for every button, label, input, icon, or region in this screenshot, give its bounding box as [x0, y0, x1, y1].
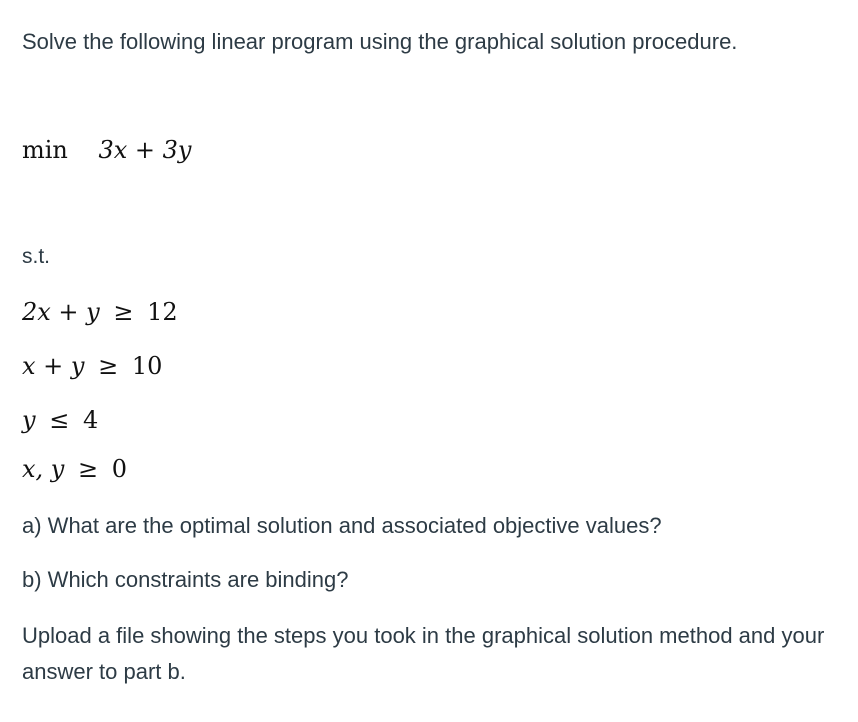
constraint-1	[22, 298, 178, 327]
intro-text: Solve the following linear program using the graphical solution procedure.	[22, 29, 738, 54]
subject-to-label: s.t.	[22, 245, 51, 268]
objective-function	[22, 136, 191, 165]
objective-expression: 3x + 3y	[98, 136, 192, 164]
constraint-1-lhs: 2x + y	[22, 298, 100, 326]
objective-keyword: min	[22, 136, 68, 164]
constraint-2-relation: ≥	[98, 352, 119, 380]
question-b: b) Which constraints are binding?	[22, 567, 349, 592]
question-a: a) What are the optimal solution and associated objective values?	[22, 513, 662, 538]
constraint-2-rhs: 10	[131, 352, 163, 380]
constraint-4	[22, 455, 127, 484]
constraint-2-lhs: x + y	[22, 352, 85, 380]
constraint-2	[22, 352, 162, 381]
constraint-3-rhs: 4	[82, 406, 99, 434]
constraint-1-relation: ≥	[113, 298, 134, 326]
constraint-4-lhs: x, y	[22, 455, 65, 483]
constraint-3	[22, 406, 98, 435]
constraint-1-rhs: 12	[147, 298, 178, 326]
upload-instruction: Upload a file showing the steps you took in the graphical solution method and your answer to part b.	[22, 623, 825, 684]
constraint-4-rhs: 0	[111, 455, 128, 483]
constraint-4-relation: ≥	[78, 455, 99, 483]
constraint-3-relation: ≤	[49, 406, 70, 434]
constraint-3-lhs: y	[22, 406, 36, 434]
